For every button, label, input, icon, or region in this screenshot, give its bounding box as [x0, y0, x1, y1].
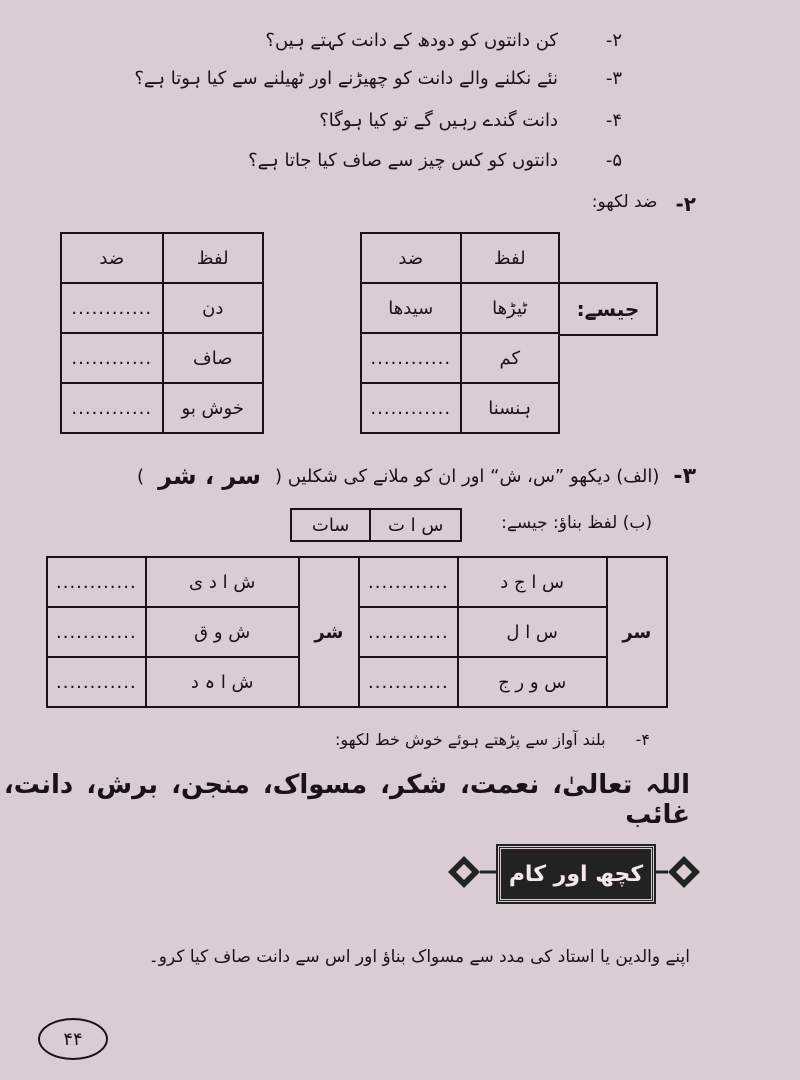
part-b-text: (ب) لفظ بناؤ: جیسے: — [501, 513, 652, 533]
letters-cell: ش و ق — [146, 607, 299, 657]
example-letters: س ا ت — [370, 509, 461, 541]
part-a-close: ) — [137, 465, 145, 487]
letter-shapes: سر ، شر — [158, 462, 261, 490]
section-number: ۳- — [673, 463, 696, 489]
part-a-text: (الف) دیکھو ”س، ش“ اور ان کو ملانے کی شکلیں ( — [274, 465, 660, 487]
section-2-heading — [592, 192, 696, 216]
table-cell-opposite: سیدھا — [361, 283, 461, 333]
table-cell-word: ہنسنا — [461, 383, 559, 433]
opposites-table-right — [360, 232, 560, 434]
question-3 — [134, 68, 622, 89]
table-cell-word: دن — [163, 283, 264, 333]
answer-blank: ............ — [359, 557, 458, 607]
letters-cell: س ا ج د — [458, 557, 607, 607]
letters-cell: ش ا د ی — [146, 557, 299, 607]
opposites-table-left — [60, 232, 264, 434]
letters-cell: ش ا ہ د — [146, 657, 299, 707]
question-4 — [319, 110, 622, 131]
activity-text: اپنے والدین یا استاد کی مدد سے مسواک بناؤ اور اس سے دانت صاف کیا کرو۔ — [148, 947, 690, 967]
calligraphy-words: اللہ تعالیٰ، نعمت، شکر، مسواک، منجن، برش، دانت، غائب — [3, 770, 690, 830]
header-opposite: ضد — [61, 233, 163, 283]
sheen-key: شر — [299, 557, 359, 707]
question-5 — [248, 150, 622, 171]
header-opposite: ضد — [361, 233, 461, 283]
question-number: ۳- — [605, 68, 622, 89]
answer-blank: ............ — [359, 657, 458, 707]
question-text: نئے نکلنے والے دانت کو چھیڑنے اور ٹھیلنے سے کیا ہوتا ہے؟ — [134, 68, 558, 89]
letters-cell: س ا ل — [458, 607, 607, 657]
example-word-box — [290, 508, 462, 542]
banner-title: کچھ اور کام — [498, 846, 654, 902]
section-title: بلند آواز سے پڑھتے ہوئے خوش خط لکھو: — [335, 730, 606, 749]
answer-blank: ............ — [47, 557, 146, 607]
header-word: لفظ — [461, 233, 559, 283]
more-work-banner — [444, 842, 704, 902]
question-text: دانتوں کو کس چیز سے صاف کیا جاتا ہے؟ — [248, 150, 558, 171]
question-2 — [265, 30, 622, 51]
table-cell-blank: ............ — [361, 333, 461, 383]
section-number: ۲- — [675, 192, 696, 216]
table-cell-blank: ............ — [61, 383, 163, 433]
question-number: ۵- — [605, 150, 622, 171]
header-word: لفظ — [163, 233, 264, 283]
section-title: ضد لکھو: — [591, 192, 658, 212]
answer-blank: ............ — [47, 657, 146, 707]
table-cell-blank: ............ — [361, 383, 461, 433]
table-cell-word: ٹیڑھا — [461, 283, 559, 333]
seen-key: سر — [607, 557, 667, 707]
letter-grid — [46, 556, 668, 708]
letters-cell: س و ر ج — [458, 657, 607, 707]
page-number: ۴۴ — [38, 1018, 108, 1060]
table-cell-word: صاف — [163, 333, 264, 383]
section-number: ۴- — [635, 730, 650, 749]
table-cell-word: کم — [461, 333, 559, 383]
answer-blank: ............ — [47, 607, 146, 657]
table-cell-word: خوش بو — [163, 383, 264, 433]
section-3-heading — [137, 462, 696, 490]
section-4-heading — [335, 730, 650, 749]
example-label: جیسے: — [560, 282, 658, 336]
question-number: ۲- — [605, 30, 622, 51]
table-cell-blank: ............ — [61, 333, 163, 383]
answer-blank: ............ — [359, 607, 458, 657]
question-number: ۴- — [605, 110, 622, 131]
example-word: سات — [291, 509, 370, 541]
question-text: کن دانتوں کو دودھ کے دانت کہتے ہیں؟ — [265, 30, 558, 51]
question-text: دانت گندے رہیں گے تو کیا ہوگا؟ — [319, 110, 558, 131]
table-cell-blank: ............ — [61, 283, 163, 333]
